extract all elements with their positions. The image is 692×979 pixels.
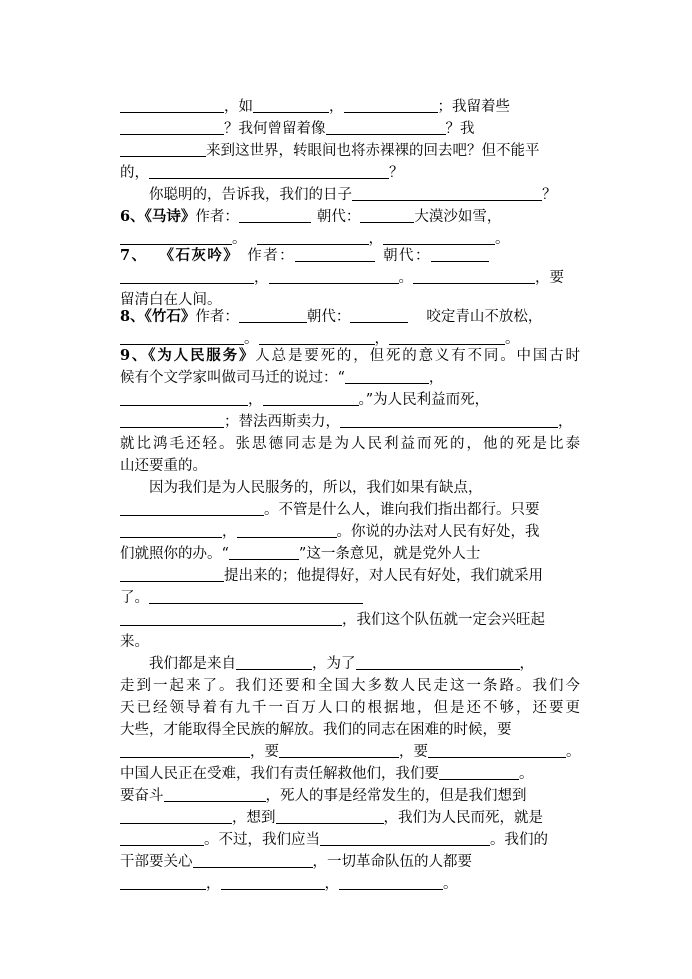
text-line: 干部要关心 ，一切革命队伍的人都要: [120, 854, 472, 870]
answer-blank[interactable]: [164, 786, 266, 802]
answer-blank[interactable]: [263, 390, 359, 406]
essay-title: 《为人民服务》: [148, 347, 256, 364]
author-blank[interactable]: [239, 207, 311, 223]
answer-blank[interactable]: [279, 742, 399, 758]
author-blank[interactable]: [239, 307, 307, 323]
answer-blank[interactable]: [326, 119, 446, 135]
answer-blank[interactable]: [120, 97, 224, 113]
answer-blank[interactable]: [389, 329, 505, 345]
answer-blank[interactable]: [259, 329, 375, 345]
question-7: 7、 《石灰吟》 作者： 朝代：: [120, 245, 580, 267]
answer-blank[interactable]: [120, 610, 342, 626]
poem-title: 《竹石》: [144, 308, 196, 325]
text-line: ， 。”为人民利益而死，: [120, 389, 580, 411]
answer-blank[interactable]: [120, 229, 232, 245]
text-line: 我们都是来自 ，为了 ，: [149, 656, 534, 672]
text-line: ；替法西斯卖力， ，: [120, 411, 580, 433]
answer-blank[interactable]: [120, 268, 254, 284]
answer-blank[interactable]: [237, 522, 337, 538]
answer-blank[interactable]: [120, 390, 248, 406]
answer-blank[interactable]: [257, 229, 369, 245]
answer-blank[interactable]: [345, 368, 429, 384]
text-line: 就比鸿毛还轻。张思德同志是为人民利益而死的，他的死是比泰: [120, 436, 580, 452]
text-line: 了。: [120, 587, 580, 609]
answer-blank[interactable]: [193, 852, 313, 868]
answer-blank[interactable]: [439, 764, 519, 780]
author-blank[interactable]: [295, 246, 375, 262]
text-line: 们就照你的办。“ ”这一条意见，就是党外人士: [120, 546, 481, 562]
answer-blank[interactable]: [120, 566, 224, 582]
text-line: 来到这世界，转眼间也将赤裸裸的回去吧？但不能平: [120, 140, 580, 162]
text-line: 。不管是什么人，谁向我们指出都行。只要: [120, 499, 580, 521]
dynasty-blank[interactable]: [350, 307, 408, 323]
text-line: 你聪明的，告诉我，我们的日子 ？: [149, 187, 557, 203]
question-6: 6、《马诗》作者： 朝代： 大漠沙如雪，: [120, 208, 502, 225]
text-line: 。不过，我们应当 。我们的: [120, 829, 580, 851]
answer-blank[interactable]: [120, 522, 222, 538]
text-line: 走到一起来了。我们还要和全国大多数人民走这一条路。我们今: [120, 678, 580, 694]
text-line: 山还要重的。: [120, 458, 207, 474]
question-8: 8、《竹石》作者： 朝代： 咬定青山不放松，: [120, 308, 543, 325]
text-line: 来。: [120, 634, 149, 650]
answer-blank[interactable]: [428, 742, 566, 758]
answer-blank[interactable]: [120, 742, 250, 758]
text-line: 候有个文学家叫做司马迁的说过：“ ，: [120, 370, 444, 386]
text-line: 天已经领导着有九千一百万人口的根据地，但是还不够，还要更: [120, 700, 580, 716]
answer-blank[interactable]: [413, 268, 535, 284]
dynasty-blank[interactable]: [431, 246, 489, 262]
text-line: ，如 ， ；我留着些: [120, 96, 580, 118]
text-line: ？我何曾留着像 ？我: [120, 118, 580, 140]
answer-blank[interactable]: [236, 654, 312, 670]
answer-blank[interactable]: [229, 544, 299, 560]
answer-blank[interactable]: [383, 229, 495, 245]
text-line: 中国人民正在受难，我们有责任解救他们，我们要 。: [120, 766, 534, 782]
answer-blank[interactable]: [120, 141, 206, 157]
text-line: ，想到 ，我们为人民而死，就是: [120, 807, 580, 829]
answer-blank[interactable]: [340, 412, 558, 428]
text-line: ，我们这个队伍就一定会兴旺起: [120, 609, 580, 631]
answer-blank[interactable]: [120, 500, 264, 516]
answer-blank[interactable]: [120, 119, 224, 135]
answer-blank[interactable]: [120, 830, 204, 846]
answer-blank[interactable]: [149, 588, 363, 604]
text-line: 。 ， 。: [120, 228, 580, 250]
answer-blank[interactable]: [320, 830, 490, 846]
answer-blank[interactable]: [149, 163, 389, 179]
text-line: 。 ， 。: [120, 328, 580, 350]
answer-blank[interactable]: [352, 185, 542, 201]
answer-blank[interactable]: [120, 412, 224, 428]
answer-blank[interactable]: [221, 874, 325, 890]
text-line: 要奋斗 ，死人的事是经常发生的，但是我们想到: [120, 788, 527, 804]
answer-blank[interactable]: [120, 874, 206, 890]
answer-blank[interactable]: [339, 874, 443, 890]
poem-title: 《石灰吟》: [159, 247, 240, 264]
question-9: 9、《为人民服务》人总是要死的，但死的意义有不同。中国古时: [120, 347, 581, 364]
text-line: 提出来的；他提得好，对人民有好处，我们就采用: [120, 565, 580, 587]
text-line: ，要 ，要 。: [120, 741, 580, 763]
answer-blank[interactable]: [356, 654, 520, 670]
dynasty-blank[interactable]: [360, 207, 414, 223]
answer-blank[interactable]: [120, 329, 244, 345]
text-line: 留清白在人间。: [120, 292, 222, 308]
text-line: ， ， 。: [120, 873, 580, 895]
text-line: ， 。你说的办法对人民有好处，我: [120, 521, 580, 543]
text-line: 大些，才能取得全民族的解放。我们的同志在困难的时候，要: [120, 722, 512, 738]
poem-title: 《马诗》: [144, 208, 196, 225]
answer-blank[interactable]: [269, 268, 399, 284]
answer-blank[interactable]: [253, 97, 329, 113]
text-line: ， 。 ，要: [120, 267, 580, 289]
answer-blank[interactable]: [344, 97, 438, 113]
answer-blank[interactable]: [276, 808, 384, 824]
answer-blank[interactable]: [120, 808, 232, 824]
text-line: 因为我们是为人民服务的，所以，我们如果有缺点，: [149, 480, 483, 496]
text-line: 的， ？: [120, 165, 404, 181]
